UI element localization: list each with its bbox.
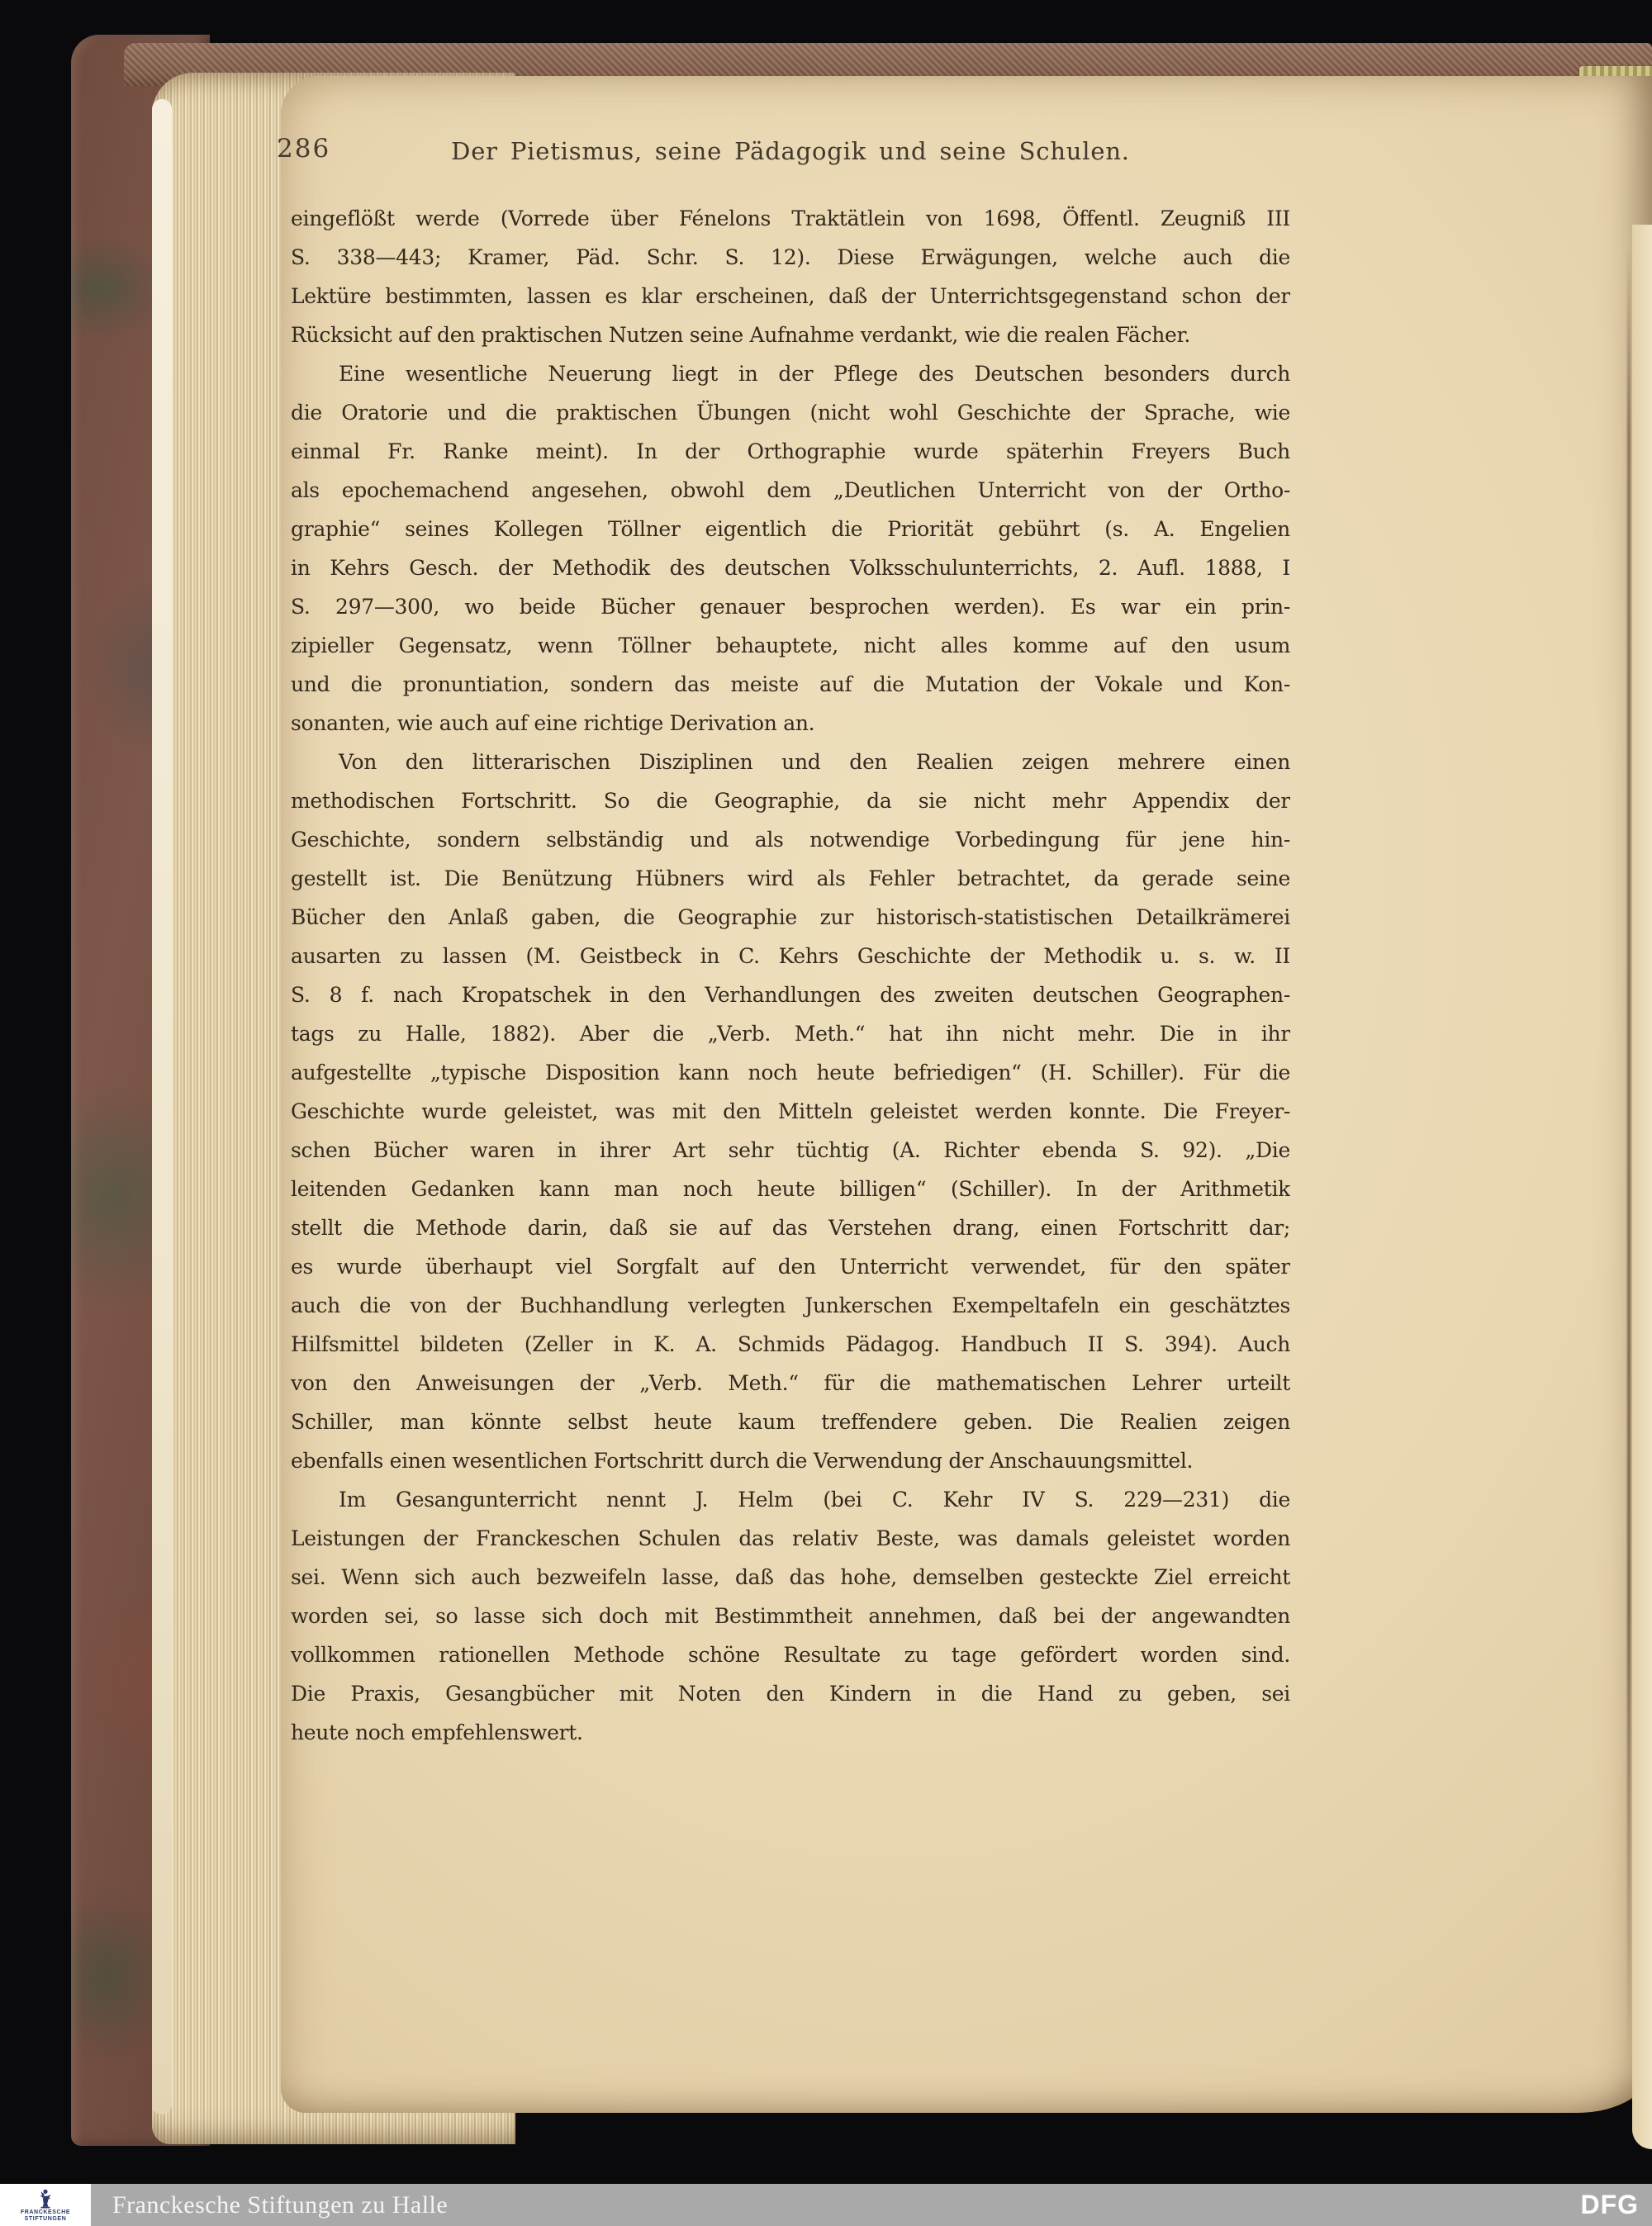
body-text-line: einmal Fr. Ranke meint). In der Orthographie wurde späterhin Freyers Buch — [291, 439, 1290, 463]
body-text-line: die Oratorie und die praktischen Übungen (nicht wohl Geschichte der Sprache, wie — [291, 401, 1290, 425]
logo-caption-line1: FRANCKESCHE — [20, 2209, 71, 2215]
gutter-shadow — [1627, 249, 1631, 2063]
franckesche-stiftungen-logo — [0, 2184, 91, 2226]
body-text-line: als epochemachend angesehen, obwohl dem „Deutlichen Unterricht von der Ortho- — [291, 478, 1290, 502]
body-text-line: sei. Wenn sich auch bezweifeln lasse, daß das hohe, demselben gesteckte Ziel erreicht — [291, 1565, 1290, 1589]
body-text-line: heute noch empfehlenswert. — [291, 1721, 583, 1744]
body-text-line: Schiller, man könnte selbst heute kaum treffendere geben. Die Realien zeigen — [291, 1410, 1290, 1434]
body-text-line: ausarten zu lassen (M. Geistbeck in C. Kehrs Geschichte der Methodik u. s. w. II — [291, 944, 1290, 968]
body-text-line: in Kehrs Gesch. der Methodik des deutschen Volksschulunterrichts, 2. Aufl. 1888, I — [291, 556, 1290, 580]
body-text-line: Die Praxis, Gesangbücher mit Noten den Kindern in die Hand zu geben, sei — [291, 1682, 1290, 1706]
body-text-line: von den Anweisungen der „Verb. Meth.“ für die mathematischen Lehrer urteilt — [291, 1371, 1290, 1395]
body-text-line: Hilfsmittel bildeten (Zeller in K. A. Schmids Pädagog. Handbuch II S. 394). Auch — [291, 1332, 1290, 1356]
logo-caption-line2: STIFTUNGEN — [24, 2215, 67, 2222]
body-text-line: graphie“ seines Kollegen Töllner eigentlich die Priorität gebührt (s. A. Engelien — [291, 517, 1290, 541]
body-text-line: vollkommen rationellen Methode schöne Resultate zu tage gefördert worden sind. — [291, 1643, 1290, 1667]
body-text-line: zipieller Gegensatz, wenn Töllner behauptete, nicht alles komme auf den usum — [291, 634, 1290, 657]
gutter-page-sliver — [1632, 225, 1652, 2149]
body-text-line: und die pronuntiation, sondern das meiste auf die Mutation der Vokale und Kon- — [291, 672, 1290, 696]
body-text-line: stellt die Methode darin, daß sie auf das Verstehen drang, einen Fortschritt dar; — [291, 1216, 1290, 1240]
body-text — [291, 199, 1290, 1752]
body-text-line: methodischen Fortschritt. So die Geographie, da sie nicht mehr Appendix der — [291, 789, 1290, 813]
body-text-line: Bücher den Anlaß gaben, die Geographie zur historisch-statistischen Detailkrämerei — [291, 905, 1290, 929]
body-text-line: Geschichte wurde geleistet, was mit den Mitteln geleistet werden konnte. Die Freyer- — [291, 1099, 1290, 1123]
body-text-line: aufgestellte „typische Disposition kann noch heute befriedigen“ (H. Schiller). Für die — [291, 1061, 1290, 1085]
body-text-line: worden sei, so lasse sich doch mit Bestimmtheit annehmen, daß bei der angewandten — [291, 1604, 1290, 1628]
body-text-line: Leistungen der Franckeschen Schulen das relativ Beste, was damals geleistet worden — [291, 1526, 1290, 1550]
body-text-line: Im Gesangunterricht nennt J. Helm (bei C. Kehr IV S. 229—231) die — [339, 1488, 1290, 1512]
page-stack-highlight — [152, 99, 172, 2114]
body-text-line: auch die von der Buchhandlung verlegten Junkerschen Exempeltafeln ein geschätztes — [291, 1293, 1290, 1317]
body-text-line: Geschichte, sondern selbständig und als notwendige Vorbedingung für jene hin- — [291, 828, 1290, 852]
body-text-line: S. 338—443; Kramer, Päd. Schr. S. 12). Diese Erwägungen, welche auch die — [291, 245, 1290, 269]
dfg-logo: DFG — [1580, 2190, 1639, 2219]
body-text-line: sonanten, wie auch auf eine richtige Derivation an. — [291, 711, 815, 735]
body-text-line: S. 297—300, wo beide Bücher genauer besprochen werden). Es war ein prin- — [291, 595, 1290, 619]
viewer-footer-bar — [0, 2184, 1652, 2226]
body-text-line: ebenfalls einen wesentlichen Fortschritt durch die Verwendung der Anschauungsmittel. — [291, 1449, 1194, 1473]
body-text-line: S. 8 f. nach Kropatschek in den Verhandlungen des zweiten deutschen Geographen- — [291, 983, 1290, 1007]
institution-name: Franckesche Stiftungen zu Halle — [112, 2190, 449, 2219]
body-text-line: Lektüre bestimmten, lassen es klar erscheinen, daß der Unterrichtsgegenstand schon der — [291, 284, 1290, 308]
body-text-line: gestellt ist. Die Benützung Hübners wird als Fehler betrachtet, da gerade seine — [291, 866, 1290, 890]
page-number: 286 — [277, 134, 331, 164]
eagle-sun-icon — [35, 2188, 56, 2209]
body-text-line: es wurde überhaupt viel Sorgfalt auf den Unterricht verwendet, für den später — [291, 1255, 1290, 1279]
body-text-line: Rücksicht auf den praktischen Nutzen seine Aufnahme verdankt, wie die realen Fächer. — [291, 323, 1191, 347]
running-title: Der Pietismus, seine Pädagogik und seine Schulen. — [451, 137, 1130, 165]
body-text-line: Eine wesentliche Neuerung liegt in der Pflege des Deutschen besonders durch — [339, 362, 1290, 386]
body-text-line: Von den litterarischen Disziplinen und den Realien zeigen mehrere einen — [339, 750, 1290, 774]
body-text-line: tags zu Halle, 1882). Aber die „Verb. Meth.“ hat ihn nicht mehr. Die in ihr — [291, 1022, 1290, 1046]
body-text-line: schen Bücher waren in ihrer Art sehr tüchtig (A. Richter ebenda S. 92). „Die — [291, 1138, 1290, 1162]
body-text-line: eingeflößt werde (Vorrede über Fénelons Traktätlein von 1698, Öffentl. Zeugniß III — [291, 206, 1290, 230]
body-text-line: leitenden Gedanken kann man noch heute billigen“ (Schiller). In der Arithmetik — [291, 1177, 1290, 1201]
